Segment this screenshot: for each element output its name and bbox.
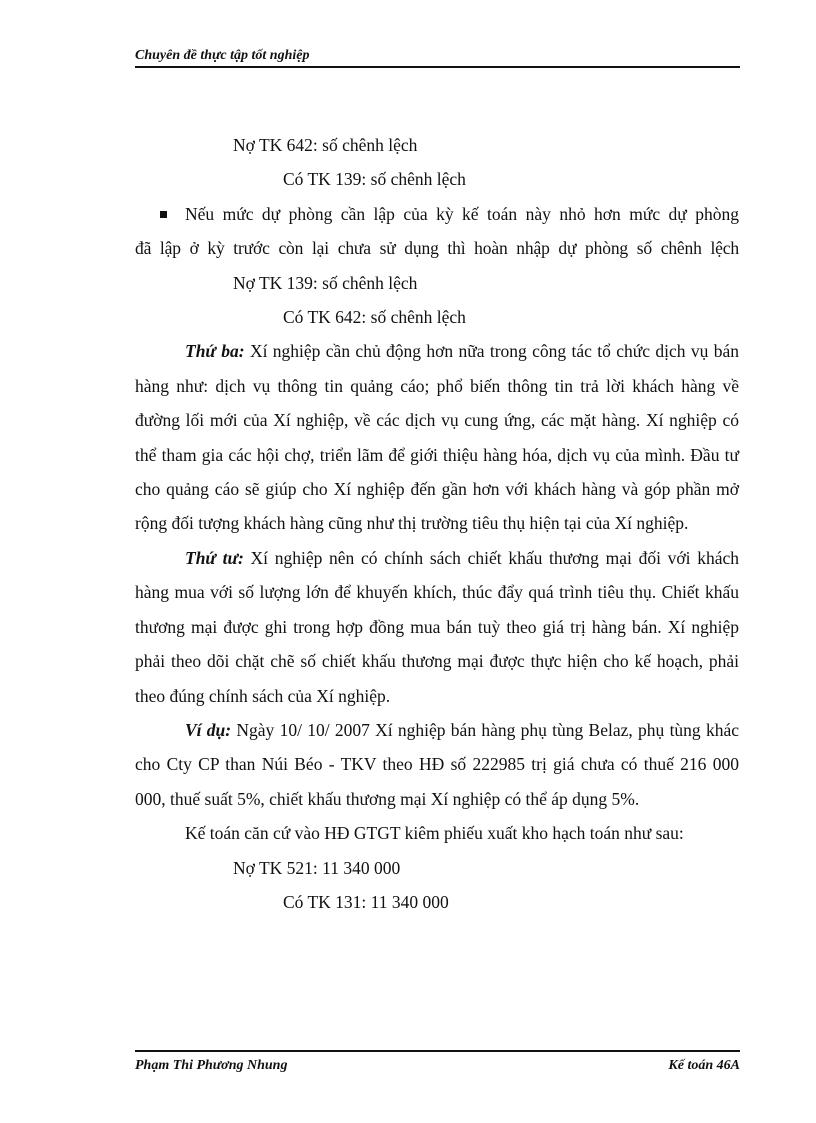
- paragraph-thu-tu-text: Xí nghiệp nên có chính sách chiết khấu thương mại đối với khách hàng mua với số lượng lớn để khuyến khích, thúc đẩy quá trình tiêu thụ. Chiết khấu thương mại được ghi trong hợp đồng mua bán tuỳ theo giá trị hàng bán. Xí nghiệp phải theo dõi chặt chẽ số chiết khấu thương mại được thực hiện cho kế hoạch, phải theo đúng chính sách của Xí nghiệp.: [135, 547, 739, 706]
- paragraph-ke-toan: Kế toán căn cứ vào HĐ GTGT kiêm phiếu xuất kho hạch toán như sau:: [185, 823, 684, 844]
- paragraph-vi-du: [135, 713, 739, 816]
- page-footer: [135, 1050, 740, 1074]
- entry-credit-131: Có TK 131: 11 340 000: [283, 891, 449, 912]
- paragraph-vi-du-lead: Ví dụ:: [185, 719, 232, 740]
- paragraph-thu-ba: [135, 334, 739, 540]
- entry-credit-139: Có TK 139: số chênh lệch: [283, 169, 466, 190]
- bullet-line-1: [135, 197, 739, 231]
- paragraph-thu-ba-text: Xí nghiệp cần chủ động hơn nữa trong công tác tổ chức dịch vụ bán hàng như: dịch vụ thông tin quảng cáo; phổ biến thông tin trả lời khách hàng về đường lối mới của Xí nghiệp, về các dịch vụ cung ứng, các mặt hàng. Xí nghiệp có thể tham gia các hội chợ, triển lãm để giới thiệu hàng hóa, dịch vụ của mình. Đầu tư cho quảng cáo sẽ giúp cho Xí nghiệp đến gần hơn với khách hàng và góp phần mở rộng đối tượng khách hàng cũng như thị trường tiêu thụ hiện tại của Xí nghiệp.: [135, 341, 739, 534]
- paragraph-vi-du-text: Ngày 10/ 10/ 2007 Xí nghiệp bán hàng phụ tùng Belaz, phụ tùng khác cho Cty CP than Núi Béo - TKV theo HĐ số 222985 trị giá chưa có thuế 216 000 000, thuế suất 5%, chiết khấu thương mại Xí nghiệp có thể áp dụng 5%.: [135, 719, 739, 809]
- bullet-line-2: đã lập ở kỳ trước còn lại chưa sử dụng thì hoàn nhập dự phòng số chênh lệch: [135, 238, 739, 259]
- entry-debit-642: Nợ TK 642: số chênh lệch: [233, 135, 418, 155]
- page-body: [135, 128, 739, 919]
- footer-author: Phạm Thi Phương Nhung: [135, 1058, 288, 1073]
- paragraph-thu-tu-lead: Thứ tư:: [185, 547, 244, 568]
- bullet-line-1-text: Nếu mức dự phòng cần lập của kỳ kế toán này nhỏ hơn mức dự phòng: [185, 203, 739, 224]
- paragraph-thu-tu: [135, 541, 739, 713]
- entry-debit-139: Nợ TK 139: số chênh lệch: [233, 272, 418, 293]
- bullet-paragraph: [135, 197, 739, 266]
- square-bullet-icon: [160, 211, 167, 218]
- footer-class: Kế toán 46A: [668, 1058, 740, 1073]
- paragraph-thu-ba-lead: Thứ ba:: [185, 341, 245, 362]
- header-title: Chuyên đề thực tập tốt nghiệp: [135, 48, 310, 63]
- page-header: [135, 48, 740, 68]
- entry-credit-642: Có TK 642: số chênh lệch: [283, 307, 466, 328]
- entry-debit-521: Nợ TK 521: 11 340 000: [233, 857, 401, 878]
